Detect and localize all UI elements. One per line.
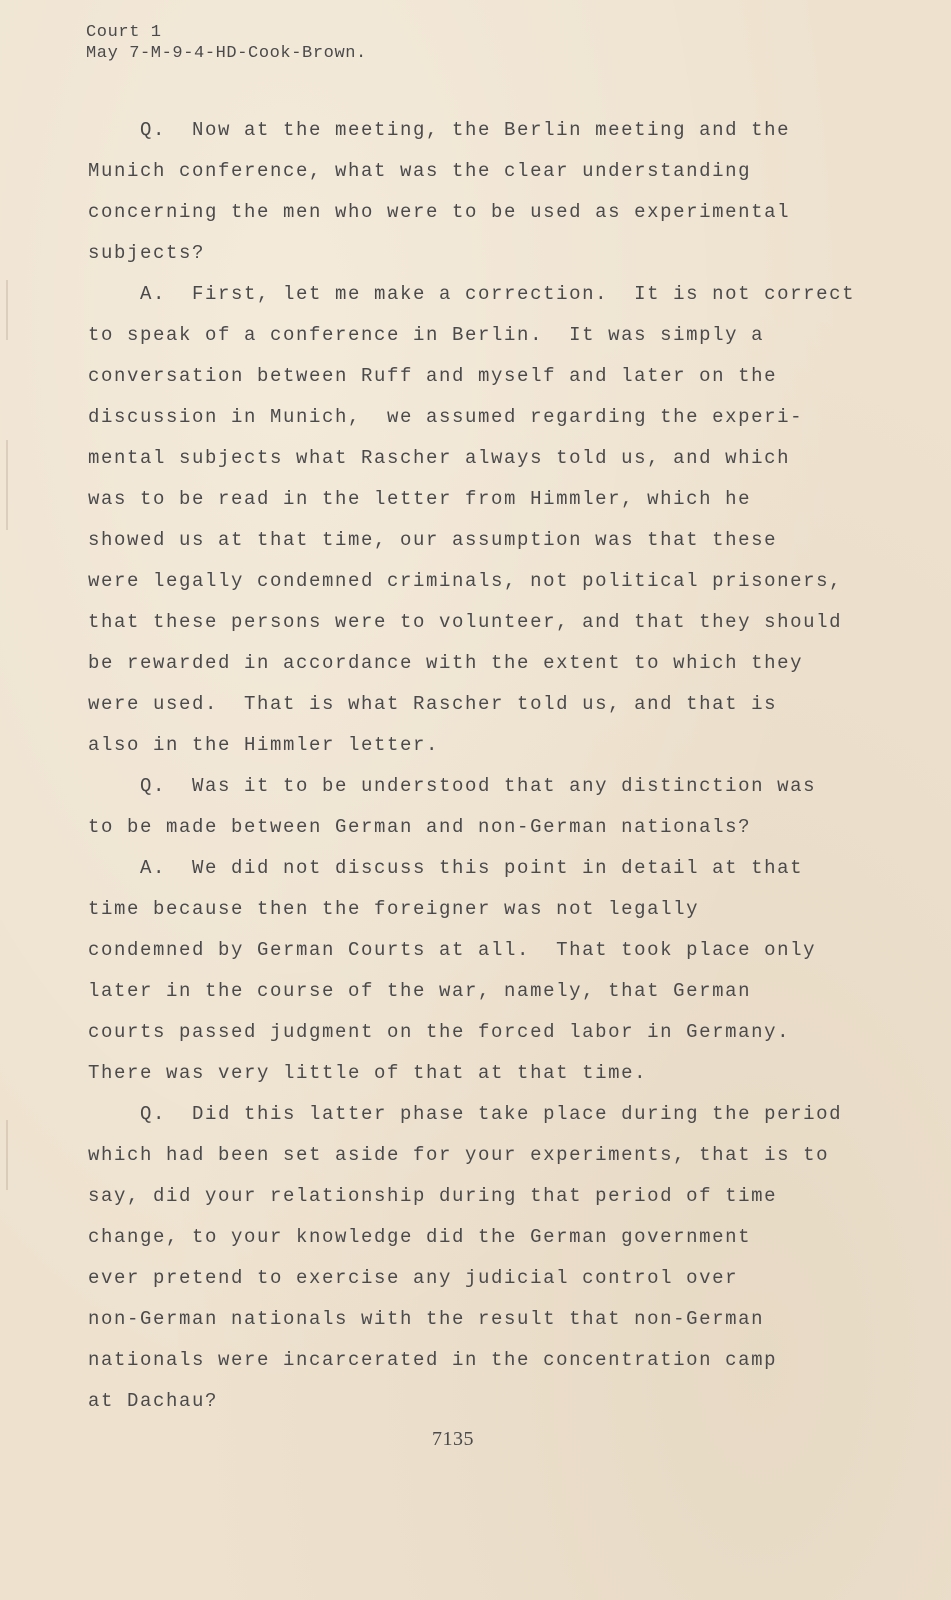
transcript-line: be rewarded in accordance with the extent to which they (88, 652, 804, 674)
transcript-line: concerning the men who were to be used as experimental (88, 201, 791, 223)
transcript-line: also in the Himmler letter. (88, 734, 440, 756)
document-header (86, 22, 367, 64)
transcript-line: subjects? (88, 242, 206, 264)
transcript-line: discussion in Munich, we assumed regarding the experi- (88, 406, 804, 428)
transcript-line: Q. Was it to be understood that any distinction was (88, 775, 817, 797)
transcript-line: later in the course of the war, namely, that German (88, 980, 752, 1002)
transcript-line: There was very little of that at that time. (88, 1062, 648, 1084)
session-code: May 7-M-9-4-HD-Cook-Brown. (86, 44, 367, 63)
transcript-line: Q. Did this latter phase take place during the period (88, 1103, 843, 1125)
transcript-line: conversation between Ruff and myself and later on the (88, 365, 778, 387)
transcript-line: was to be read in the letter from Himmler, which he (88, 488, 752, 510)
transcript-line: showed us at that time, our assumption was that these (88, 529, 778, 551)
transcript-line: condemned by German Courts at all. That took place only (88, 939, 817, 961)
transcript-line: to be made between German and non-German nationals? (88, 816, 752, 838)
transcript-line: at Dachau? (88, 1390, 219, 1412)
transcript-line: Q. Now at the meeting, the Berlin meeting and the (88, 119, 791, 141)
transcript-line: Munich conference, what was the clear understanding (88, 160, 752, 182)
transcript-line: say, did your relationship during that period of time (88, 1185, 778, 1207)
court-label: Court 1 (86, 23, 162, 42)
paper-edge-mark (6, 440, 8, 530)
transcript-line: that these persons were to volunteer, and that they should (88, 611, 843, 633)
transcript-line: A. First, let me make a correction. It is not correct (88, 283, 856, 305)
paper-edge-mark (6, 1120, 8, 1190)
transcript-line: non-German nationals with the result that non-German (88, 1308, 765, 1330)
transcript-line: courts passed judgment on the forced labor in Germany. (88, 1021, 791, 1043)
transcript-line: change, to your knowledge did the German government (88, 1226, 752, 1248)
transcript-line: A. We did not discuss this point in detail at that (88, 857, 804, 879)
transcript-line: to speak of a conference in Berlin. It was simply a (88, 324, 765, 346)
page-number: 7135 (432, 1428, 474, 1450)
paper-edge-mark (6, 280, 8, 340)
transcript-line: were used. That is what Rascher told us, and that is (88, 693, 778, 715)
transcript-line: were legally condemned criminals, not political prisoners, (88, 570, 843, 592)
transcript-line: time because then the foreigner was not legally (88, 898, 700, 920)
transcript-line: nationals were incarcerated in the concentration camp (88, 1349, 778, 1371)
transcript-line: mental subjects what Rascher always told us, and which (88, 447, 791, 469)
transcript-line: which had been set aside for your experiments, that is to (88, 1144, 830, 1166)
transcript-line: ever pretend to exercise any judicial control over (88, 1267, 739, 1289)
